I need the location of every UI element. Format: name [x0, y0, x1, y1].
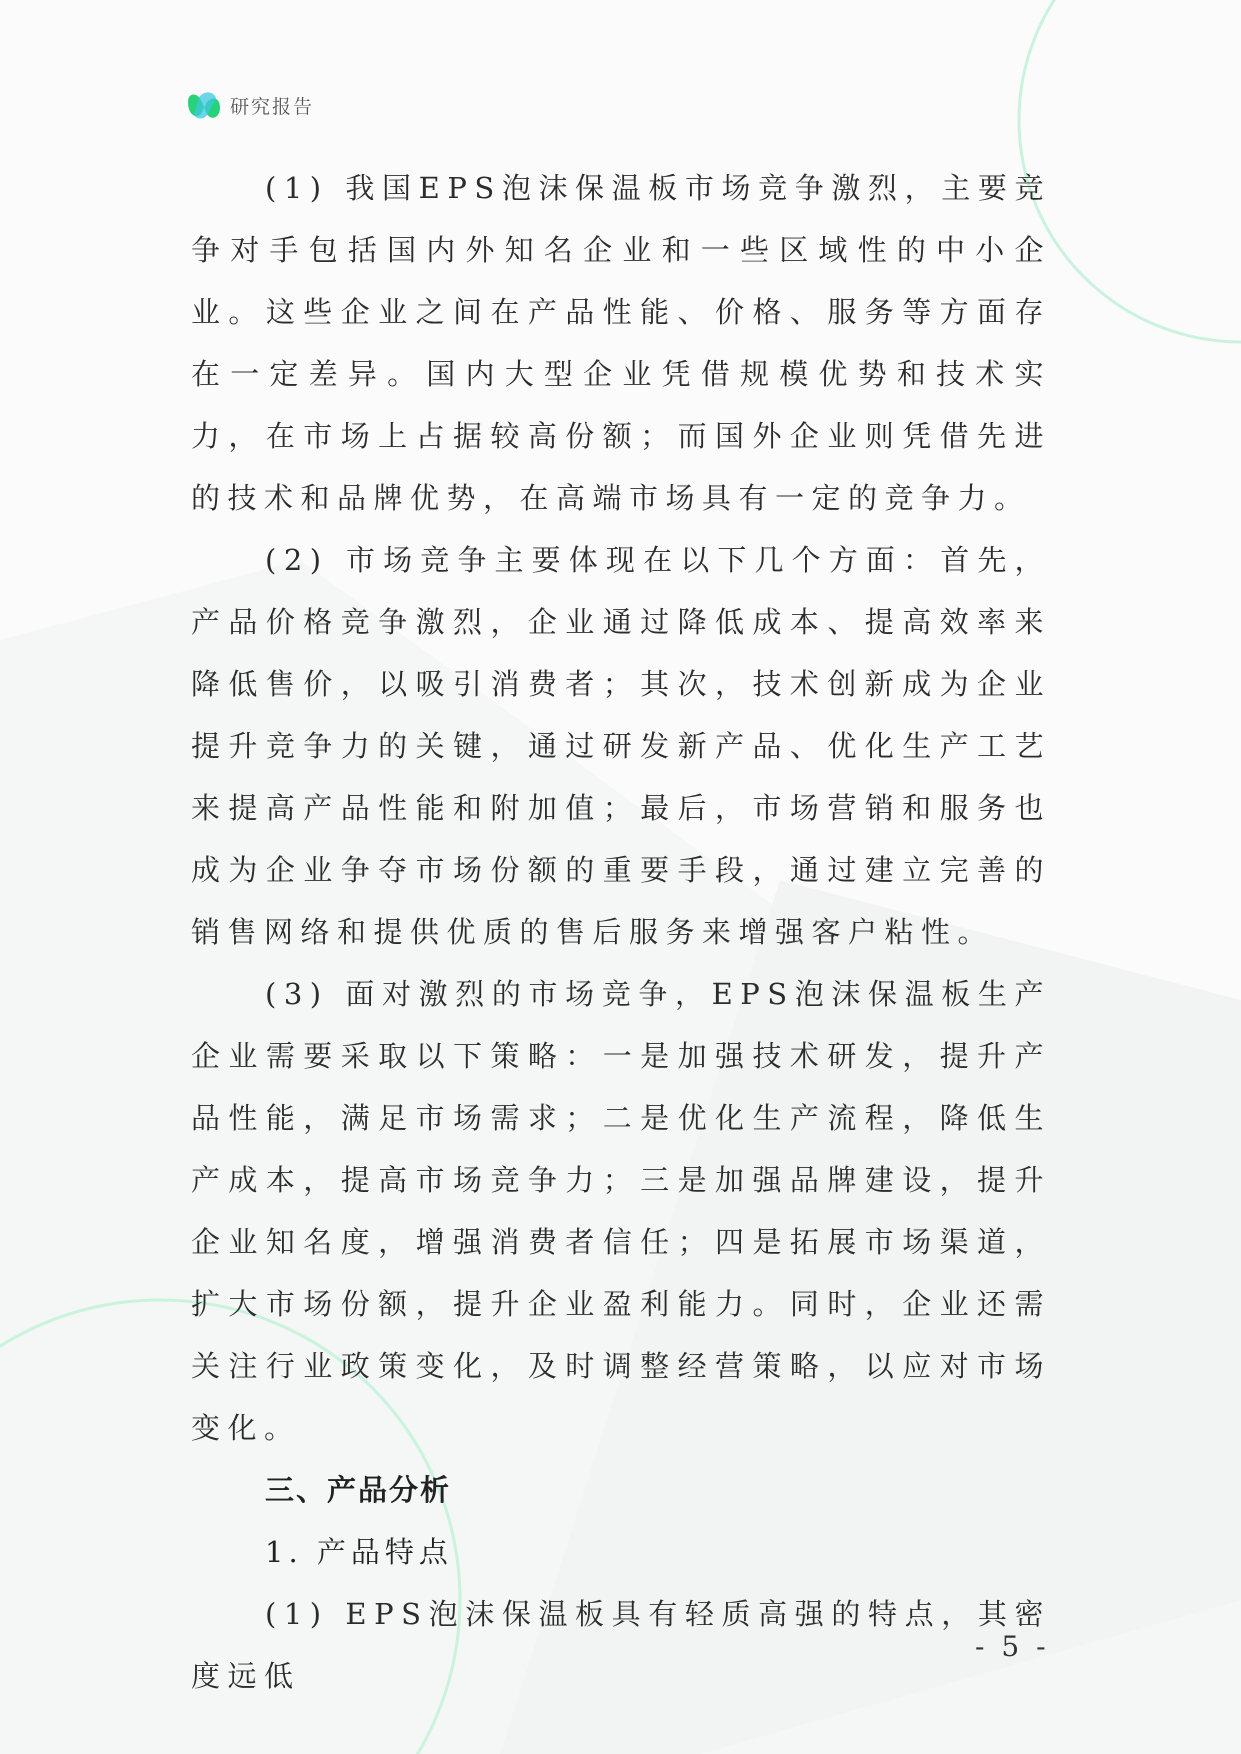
brand-logo-icon [186, 88, 222, 122]
subsection-heading: 1. 产品特点 [265, 1535, 453, 1569]
header-title: 研究报告 [230, 95, 315, 118]
paragraph: (3) 面对激烈的市场竞争，EPS泡沫保温板生产企业需要采取以下策略：一是加强技术研发，提升产品性能，满足市场需求；二是优化生产流程，降低生产成本，提高市场竞争力；三是加强品牌建设，提升企业知名度，增强消费者信任；四是拓展市场渠道，扩大市场份额，提升企业盈利能力。同时，企业还需关注行业政策变化，及时调整经营策略，以应对市场变化。 [191, 977, 1051, 1445]
paragraph: (2) 市场竞争主要体现在以下几个方面：首先，产品价格竞争激烈，企业通过降低成本、提高效率来降低售价，以吸引消费者；其次，技术创新成为企业提升竞争力的关键，通过研发新产品、优化生产工艺来提高产品性能和附加值；最后，市场营销和服务也成为企业争夺市场份额的重要手段，通过建立完善的销售网络和提供优质的售后服务来增强客户粘性。 [191, 543, 1051, 949]
section-heading: 三、产品分析 [265, 1473, 452, 1507]
paragraph: (1) 我国EPS泡沫保温板市场竞争激烈，主要竞争对手包括国内外知名企业和一些区域性的中小企业。这些企业之间在产品性能、价格、服务等方面存在一定差异。国内大型企业凭借规模优势和技术实力，在市场上占据较高份额；而国外企业则凭借先进的技术和品牌优势，在高端市场具有一定的竞争力。 [191, 171, 1051, 515]
page-header [186, 88, 314, 122]
paragraph: (1) EPS泡沫保温板具有轻质高强的特点，其密度远低 [191, 1597, 1051, 1693]
document-body [191, 157, 1051, 1707]
page-number: - 5 - [975, 1630, 1050, 1663]
